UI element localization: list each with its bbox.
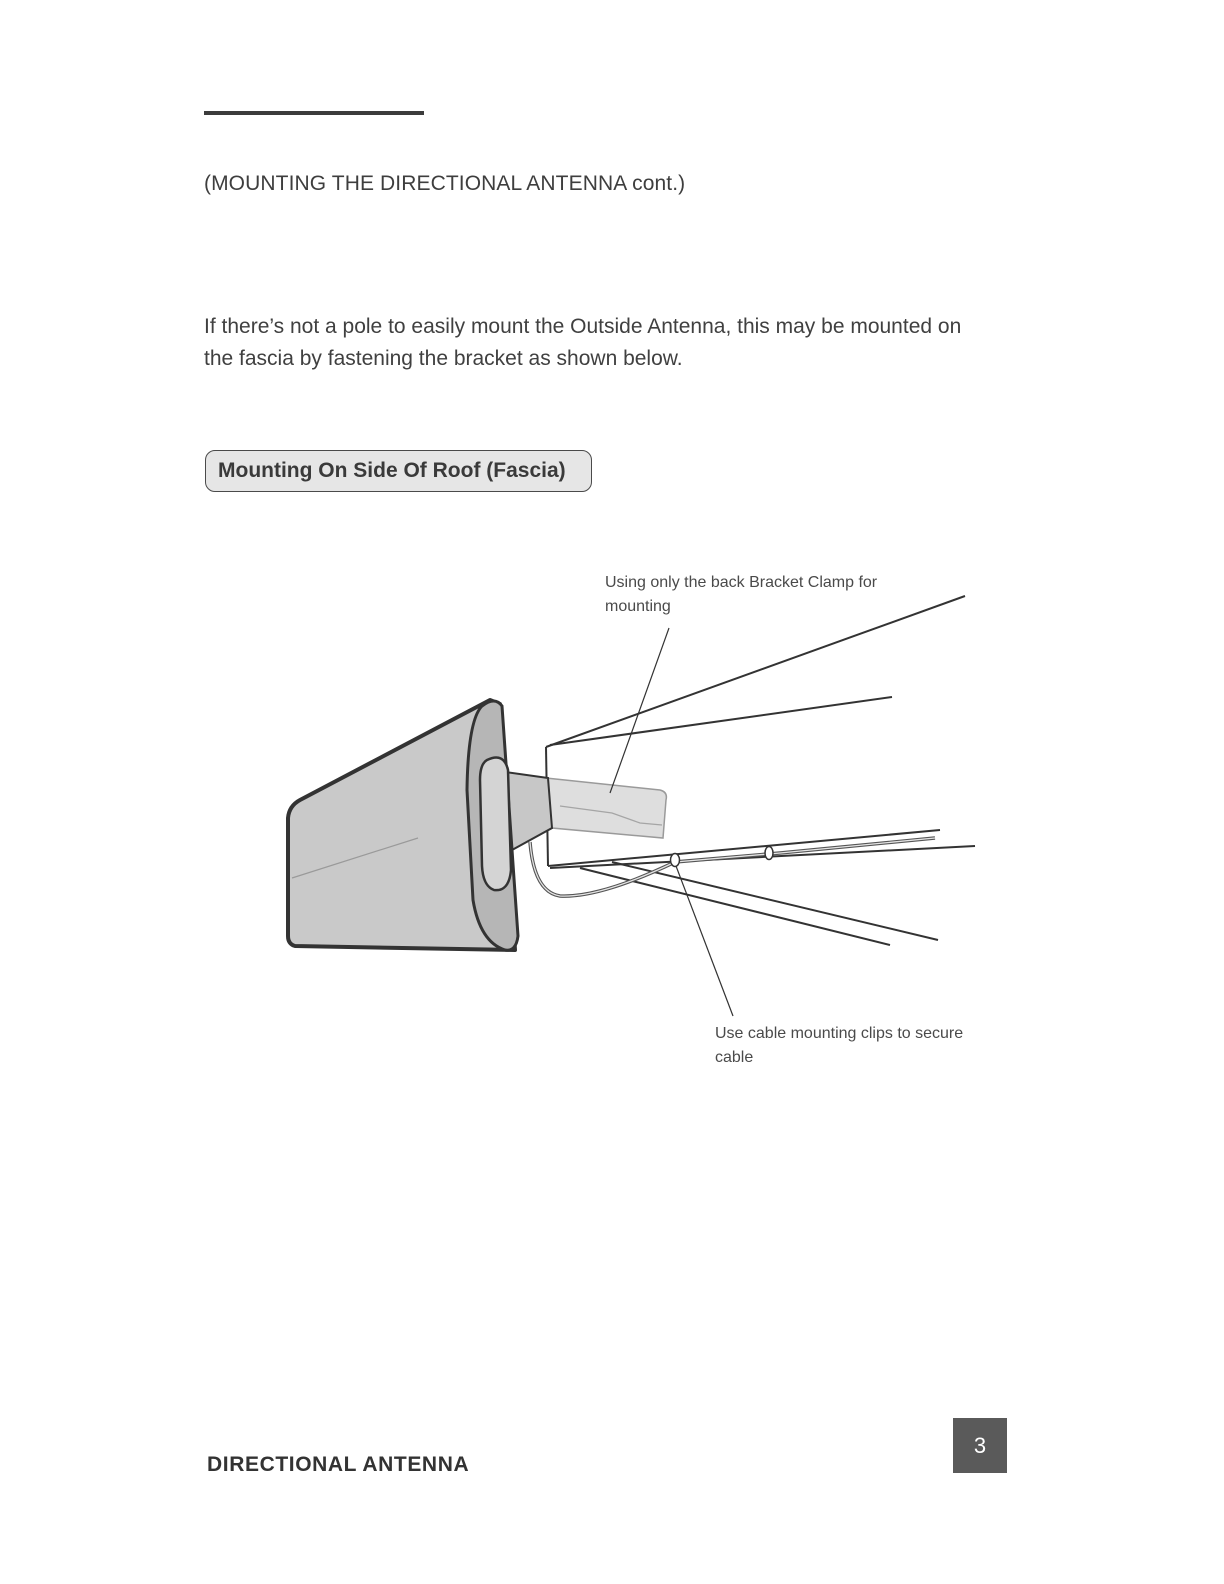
directional-antenna-icon (288, 700, 518, 950)
cable-clip-1 (671, 854, 680, 867)
soffit-line-1 (612, 862, 938, 940)
section-continuation-heading: (MOUNTING THE DIRECTIONAL ANTENNA cont.) (204, 172, 686, 195)
fascia-bottom-line-1 (548, 830, 940, 866)
bracket-clamp-callout: Using only the back Bracket Clamp for mounting (605, 574, 878, 615)
page-number: 3 (973, 1433, 987, 1458)
section-badge-label: Mounting On Side Of Roof (Fascia) (218, 459, 566, 482)
bracket-leader-line (610, 628, 669, 793)
soffit-line-2 (580, 868, 890, 945)
footer-title: DIRECTIONAL ANTENNA (207, 1453, 470, 1476)
cable-clip-2 (765, 847, 773, 860)
intro-paragraph: If there’s not a pole to easily mount the Outside Antenna, this may be mounted on the fascia by fastening the bracket as shown below. (204, 315, 962, 370)
antenna-cable (530, 838, 935, 896)
page-number-badge (953, 1418, 1007, 1473)
fascia-bottom-line-2 (550, 846, 975, 868)
roof-middle-line (550, 697, 892, 745)
antenna-mount-slot (480, 758, 511, 891)
fascia-board (546, 596, 975, 945)
cable-clip-callout: Use cable mounting clips to secure cable (715, 1025, 964, 1066)
bracket-clamp (546, 778, 666, 838)
